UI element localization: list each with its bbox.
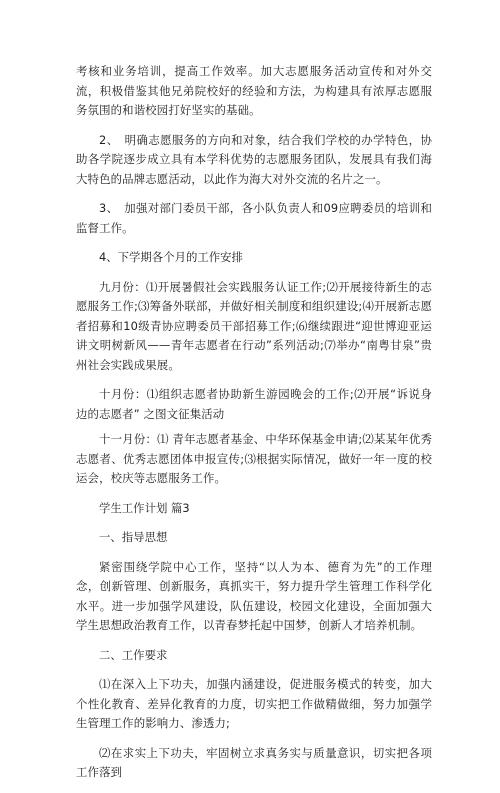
section-title-plan-3: 学生工作计划 篇3 <box>99 500 190 515</box>
heading-next-semester-schedule: 4、下学期各个月的工作安排 <box>99 250 243 264</box>
paragraph-requirement-1: ⑴在深入上下功夫，加强内涵建设，促进服务模式的转变，加大个性化教育、差异化教育的力度，切实把工作做精做细，努力加强学生管理工作的影响力、渗透力; <box>76 677 432 730</box>
paragraph-october: 十月份：⑴组织志愿者协助新生游园晚会的工作;⑵开展“诉说身边的志愿者” 之图文征集活动 <box>76 387 432 421</box>
paragraph-guiding-thought: 紧密围绕学院中心工作，坚持“以人为本、德育为先”的工作理念，创新管理、创新服务，真抓实干，努力提升学生管理工作科学化水平。进一步加强学风建设，队伍建设，校园文化建设，全面加强大学生思想政治教育工作，以青春梦托起中国梦，创新人才培养机制。 <box>76 559 432 632</box>
paragraph-requirement-2: ⑵在求实上下功夫，牢固树立求真务实与质量意识，切实把各项工作落到 <box>76 745 432 779</box>
document-body <box>76 62 432 793</box>
paragraph-september: 九月份：⑴开展暑假社会实践服务认证工作;⑵开展接待新生的志愿服务工作;⑶筹备外联部，并做好相关制度和组织建设;⑷开展新志愿者招募和10级青协应聘委员干部招募工作;⑹继续跟进“迎世博迎亚运讲文明树新风——青年志愿者在行动”系列活动;⑺举办“南粤甘泉”贵州社会实践成果展。 <box>76 279 432 372</box>
heading-guiding-thought: 一、指导思想 <box>99 530 168 544</box>
paragraph-volunteer-training: 考核和业务培训，提高工作效率。加大志愿服务活动宣传和对外交流，积极借鉴其他兄弟院校好的经验和方法，为构建具有浓厚志愿服务氛围的和谐校园打好坚实的基础。 <box>76 64 432 117</box>
heading-work-requirements: 二、工作要求 <box>99 647 168 662</box>
paragraph-item-3-cadre-training: 3、 加强对部门委员干部，各小队负责人和09应聘委员的培训和监督工作。 <box>76 201 432 235</box>
paragraph-item-2-direction: 2、 明确志愿服务的方向和对象，结合我们学校的办学特色，协助各学院逐步成立具有本学科优势的志愿服务团队，发展具有我们海大特色的品牌志愿活动，以此作为海大对外交流的名片之一。 <box>76 132 432 186</box>
paragraph-november: 十一月份：⑴ 青年志愿者基金、中华环保基金申请;⑵某某年优秀志愿者、优秀志愿团体申报宣传;⑶根据实际情况，做好一年一度的校运会，校庆等志愿服务工作。 <box>76 432 432 485</box>
